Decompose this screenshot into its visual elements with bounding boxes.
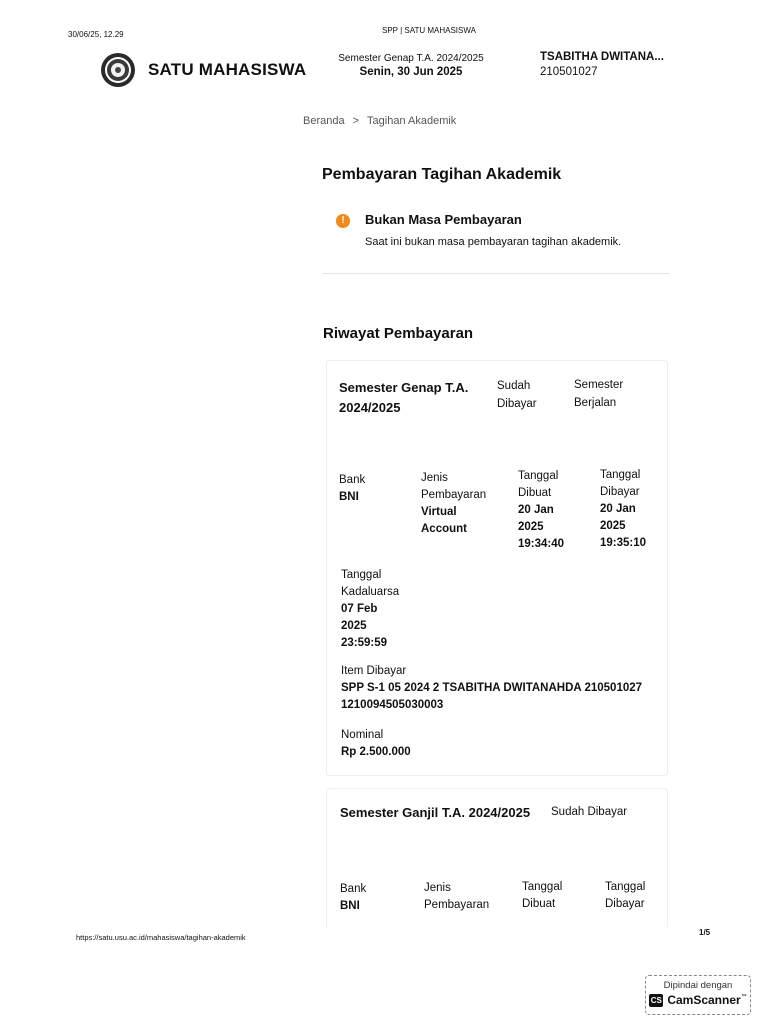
- nominal-value: Rp 2.500.000: [341, 746, 411, 758]
- created-date-value: 2025: [518, 521, 544, 533]
- status-badge: Sudah Dibayar: [551, 806, 628, 818]
- breadcrumb-separator-icon: >: [352, 115, 360, 127]
- watermark-brand: [646, 993, 750, 1007]
- current-date: Senin, 30 Jun 2025: [359, 66, 463, 78]
- paid-date-label: Tanggal: [600, 469, 641, 481]
- payment-type-value: Virtual: [421, 506, 457, 518]
- payment-type-label: Pembayaran: [421, 489, 487, 501]
- camscanner-logo-icon: CS: [650, 995, 662, 1005]
- paid-item-value: SPP S-1 05 2024 2 TSABITHA DWITANAHDA 210501027: [341, 682, 643, 694]
- paid-date-label: Dibayar: [605, 898, 645, 910]
- bank-field: [340, 881, 366, 915]
- user-name: TSABITHA DWITANA...: [540, 51, 664, 63]
- created-date-field: [518, 468, 564, 553]
- bank-field: [339, 472, 365, 506]
- paid-item-field: [341, 663, 642, 714]
- status-text: Dibayar: [497, 398, 537, 410]
- page-title: Pembayaran Tagihan Akademik: [322, 166, 562, 183]
- bank-label: Bank: [339, 474, 366, 486]
- created-date-field: [522, 879, 562, 913]
- print-doc-title: SPP | SATU MAHASISWA: [382, 26, 476, 35]
- expiry-date-value: 23:59:59: [341, 637, 388, 649]
- created-date-label: Dibuat: [518, 487, 552, 499]
- payment-card: [326, 360, 668, 776]
- paid-date-value: 19:35:10: [600, 537, 647, 549]
- paid-date-value: 20 Jan: [600, 503, 636, 515]
- paid-date-field: [605, 879, 645, 913]
- created-date-label: Tanggal: [518, 470, 559, 482]
- card-semester: Semester Ganjil T.A. 2024/2025: [340, 805, 531, 820]
- payment-card: [326, 788, 668, 929]
- semester-running-badge: [574, 376, 623, 412]
- payment-type-label: Jenis: [421, 472, 448, 484]
- expiry-date-value: 07 Feb: [341, 603, 378, 615]
- payment-period-alert: [322, 205, 670, 274]
- breadcrumb-home[interactable]: Beranda: [303, 115, 345, 127]
- nominal-field: [341, 727, 411, 761]
- paid-item-label: Item Dibayar: [341, 665, 407, 677]
- status-text: Sudah: [497, 380, 531, 392]
- bank-value: BNI: [340, 900, 360, 912]
- status-badge: [497, 377, 537, 413]
- payment-type-label: Pembayaran: [424, 899, 490, 911]
- badge-text: Berjalan: [574, 397, 617, 409]
- nominal-label: Nominal: [341, 729, 384, 741]
- user-nim: 210501027: [540, 66, 598, 78]
- trademark-mark: ™: [740, 994, 747, 1000]
- paid-date-value: 2025: [600, 520, 626, 532]
- created-date-label: Tanggal: [522, 881, 563, 893]
- card-semester-line: Semester Genap T.A.: [339, 380, 469, 395]
- university-seal-icon[interactable]: [100, 52, 136, 88]
- alert-title: Bukan Masa Pembayaran: [365, 212, 522, 227]
- current-semester: Semester Genap T.A. 2024/2025: [338, 53, 484, 64]
- bank-label: Bank: [340, 883, 367, 895]
- breadcrumb-current: Tagihan Akademik: [367, 115, 457, 127]
- user-menu[interactable]: [540, 51, 664, 78]
- payment-history-title: Riwayat Pembayaran: [323, 325, 474, 342]
- warning-icon: !: [336, 214, 350, 228]
- alert-message: Saat ini bukan masa pembayaran tagihan akademik.: [365, 236, 622, 248]
- paid-date-label: Tanggal: [605, 881, 646, 893]
- paid-item-value: 1210094505030003: [341, 699, 444, 711]
- card-semester: [339, 378, 468, 418]
- badge-text: Semester: [574, 379, 624, 391]
- watermark-name: CamScanner: [667, 993, 741, 1007]
- current-semester-info: [334, 53, 488, 78]
- print-datetime: 30/06/25, 12.29: [68, 30, 124, 39]
- payment-type-value: Account: [421, 523, 467, 535]
- print-url: https://satu.usu.ac.id/mahasiswa/tagihan-akademik: [76, 933, 246, 942]
- paid-date-label: Dibayar: [600, 486, 640, 498]
- paid-date-field: [600, 467, 646, 552]
- created-date-value: 19:34:40: [518, 538, 565, 550]
- expiry-date-field: [341, 567, 399, 652]
- camscanner-watermark: [645, 975, 751, 1015]
- breadcrumb: [303, 115, 456, 127]
- brand-title[interactable]: SATU MAHASISWA: [148, 60, 307, 79]
- watermark-caption: Dipindai dengan: [663, 980, 733, 991]
- payment-type-label: Jenis: [424, 882, 451, 894]
- expiry-date-label: Tanggal: [341, 569, 382, 581]
- created-date-label: Dibuat: [522, 898, 556, 910]
- expiry-date-label: Kadaluarsa: [341, 586, 400, 598]
- print-page-number: 1/5: [699, 928, 711, 937]
- bank-value: BNI: [339, 491, 359, 503]
- card-semester-line: 2024/2025: [339, 400, 401, 415]
- payment-type-field: [421, 470, 486, 538]
- created-date-value: 20 Jan: [518, 504, 554, 516]
- payment-type-field: [424, 880, 489, 914]
- expiry-date-value: 2025: [341, 620, 367, 632]
